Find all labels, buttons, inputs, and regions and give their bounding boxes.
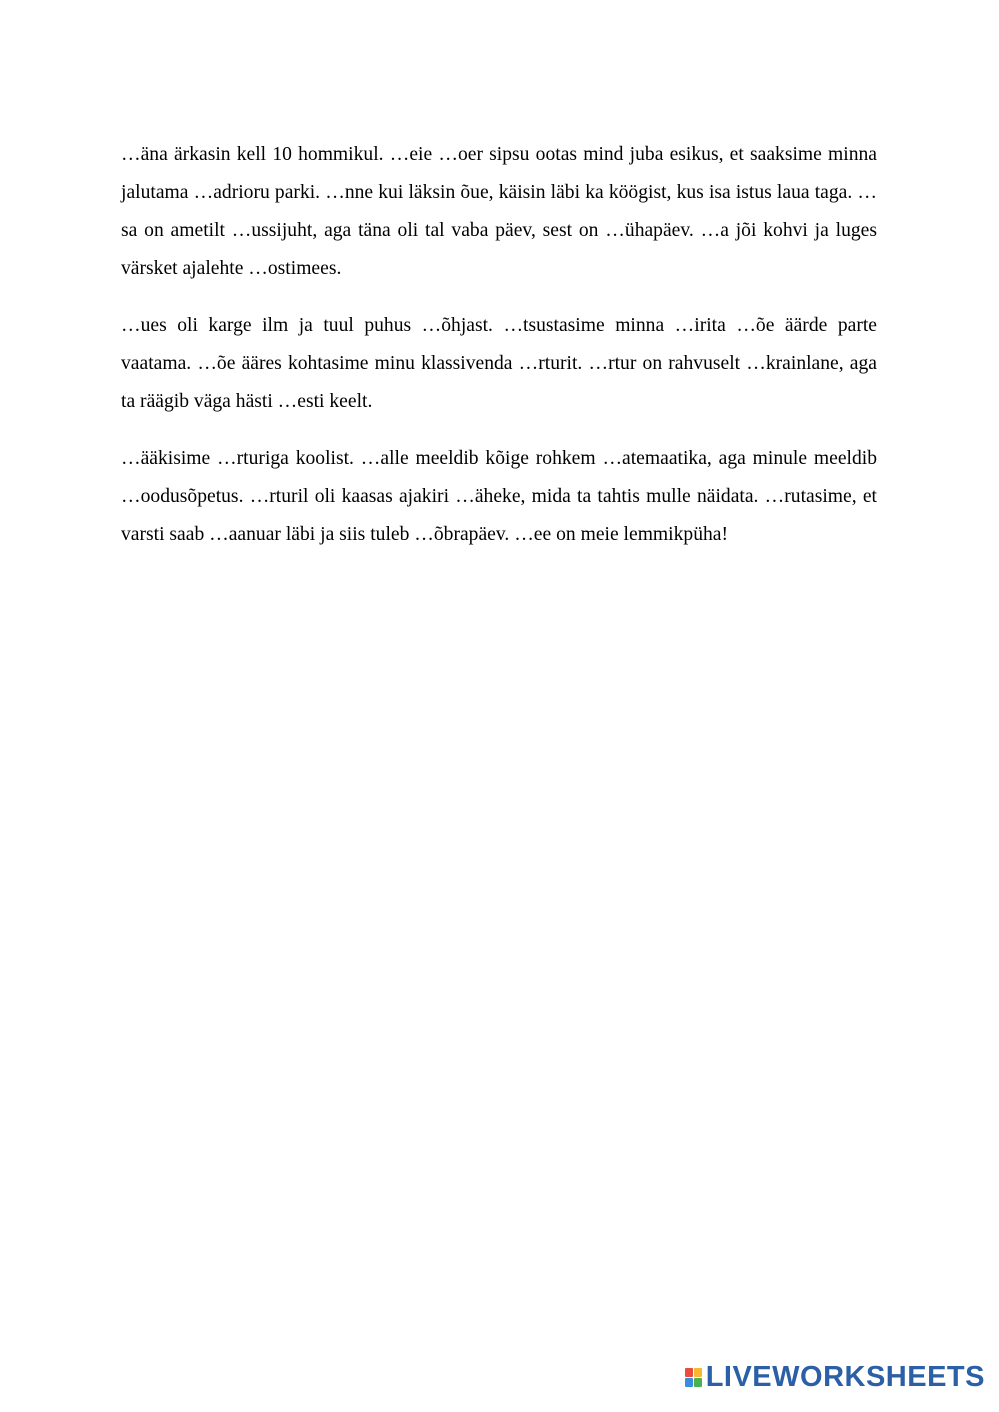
liveworksheets-logo-text: LIVEWORKSHEETS — [705, 1361, 985, 1393]
paragraph-2: …ues oli karge ilm ja tuul puhus …õhjast. …tsustasime minna …irita …õe äärde parte vaatama. …õe ääres kohtasime minu klassivenda …rturit. …rtur on rahvuselt …krainlane, aga ta räägib väga hästi …esti keelt. — [121, 315, 877, 412]
paragraph-1: …äna ärkasin kell 10 hommikul. …eie …oer sipsu ootas mind juba esikus, et saaksime minna jalutama …adrioru parki. …nne kui läksin õue, käisin läbi ka köögist, kus isa istus laua taga. …sa on ametilt …ussijuht, aga täna oli tal vaba päev, sest on …ühapäev. …a jõi kohvi ja luges värsket ajalehte …ostimees. — [121, 144, 877, 279]
liveworksheets-logo — [685, 1363, 985, 1392]
liveworksheets-logo-icon — [685, 1368, 702, 1387]
paragraph-3: …ääkisime …rturiga koolist. …alle meeldib kõige rohkem …atemaatika, aga minule meeldib …oodusõpetus. …rturil oli kaasas ajakiri …äheke, mida ta tahtis mulle näidata. …rutasime, et varsti saab …aanuar läbi ja siis tuleb …õbrapäev. …ee on meie lemmikpüha! — [121, 448, 877, 545]
worksheet-text — [121, 136, 877, 573]
